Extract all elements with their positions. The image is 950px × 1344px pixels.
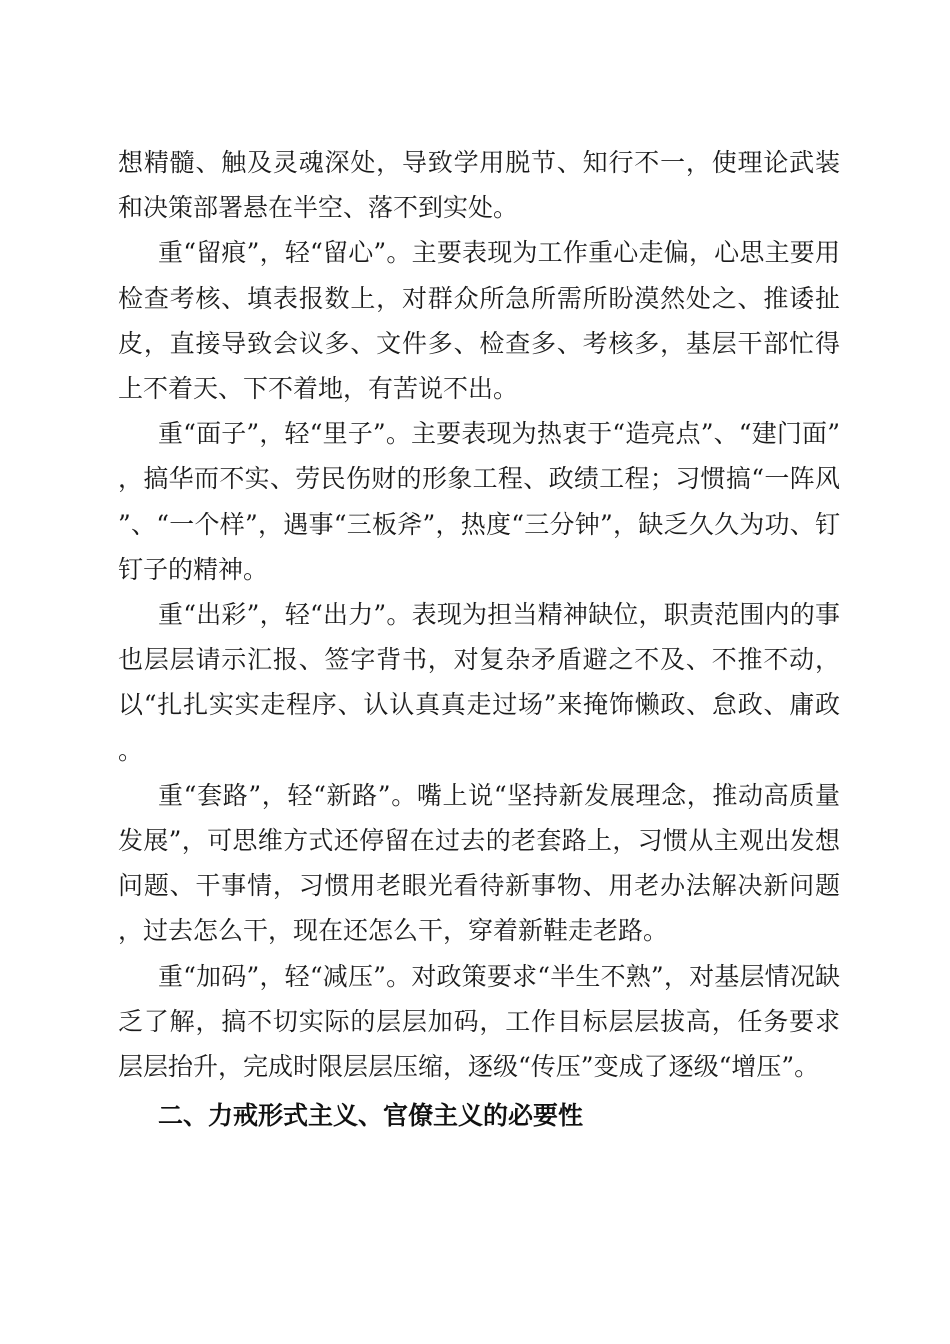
paragraph-taolu: 重“套路”，轻“新路”。嘴上说“坚持新发展理念，推动高质量发展”，可思维方式还停留在过去的老套路上，习惯从主观出发想问题、干事情，习惯用老眼光看待新事物、用老办法解决新问题，过去怎么干，现在还怎么干，穿着新鞋走老路。 — [118, 780, 840, 946]
section-heading: 二、力戒形式主义、官僚主义的必要性 — [158, 1101, 584, 1131]
paragraph-mianzi: 重“面子”，轻“里子”。主要表现为热衷于“造亮点”、“建门面”，搞华而不实、劳民伤财的形象工程、政绩工程；习惯搞“一阵风”、“一个样”，遇事“三板斧”，热度“三分钟”，缺乏久久为功、钉钉子的精神。 — [118, 419, 840, 584]
document-body — [118, 140, 840, 1138]
paragraph-chucai: 重“出彩”，轻“出力”。表现为担当精神缺位，职责范围内的事也层层请示汇报、签字背书，对复杂矛盾避之不及、不推不动，以“扎扎实实走程序、认认真真走过场”来掩饰懒政、怠政、庸政。 — [118, 600, 840, 765]
paragraph-jiama: 重“加码”，轻“减压”。对政策要求“半生不熟”，对基层情况缺乏了解，搞不切实际的层层加码，工作目标层层拔高，任务要求层层抬升，完成时限层层压缩，逐级“传压”变成了逐级“增压”。 — [118, 961, 840, 1082]
paragraph-continuation: 想精髓、触及灵魂深处，导致学用脱节、知行不一，使理论武装和决策部署悬在半空、落不到实处。 — [118, 148, 840, 223]
paragraph-liuhen: 重“留痕”，轻“留心”。主要表现为工作重心走偏，心思主要用检查考核、填表报数上，对群众所急所需所盼漠然处之、推诿扯皮，直接导致会议多、文件多、检查多、考核多，基层干部忙得上不着天、下不着地，有苦说不出。 — [118, 238, 840, 404]
